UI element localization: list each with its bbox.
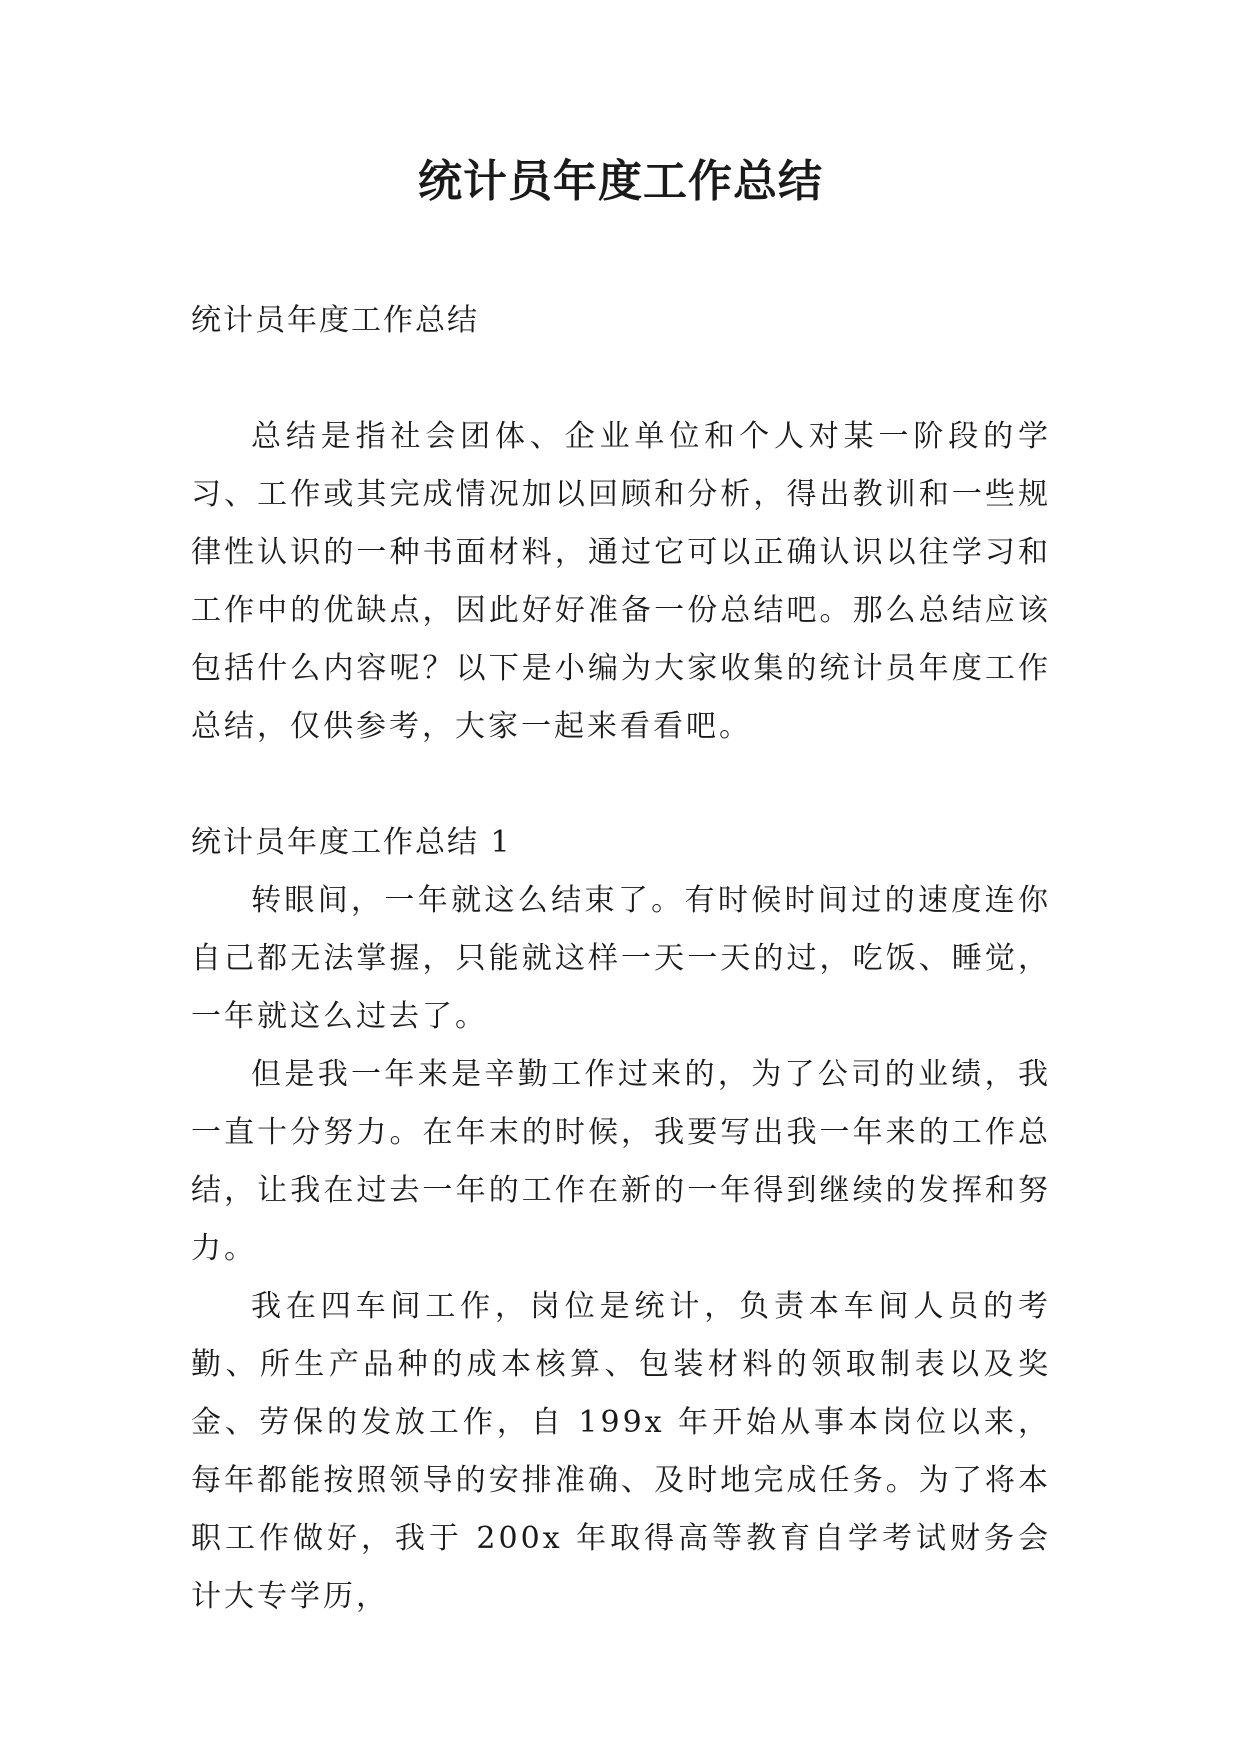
body-paragraph: 但是我一年来是辛勤工作过来的，为了公司的业绩，我一直十分努力。在年末的时候，我要写出我一年来的工作总结，让我在过去一年的工作在新的一年得到继续的发挥和努力。 [191,1057,1051,1266]
section-heading: 统计员年度工作总结 1 [191,825,512,860]
body-paragraph: 转眼间，一年就这么结束了。有时候时间过的速度连你自己都无法掌握，只能就这样一天一天的过，吃饭、睡觉，一年就这么过去了。 [191,883,1051,1034]
document-subtitle: 统计员年度工作总结 [191,303,479,338]
document-title: 统计员年度工作总结 [418,156,823,207]
spacer [191,756,1051,814]
body-paragraph: 我在四车间工作，岗位是统计，负责本车间人员的考勤、所生产品种的成本核算、包装材料的领取制表以及奖金、劳保的发放工作，自 199x 年开始从事本岗位以来，每年都能按照领导的安排准确、及时地完成任务。为了将本职工作做好，我于 200x 年取得高等教育自学考试财务会计大专学历， [191,1289,1051,1614]
intro-paragraph: 总结是指社会团体、企业单位和个人对某一阶段的学习、工作或其完成情况加以回顾和分析，得出教训和一些规律性认识的一种书面材料，通过它可以正确认识以往学习和工作中的优缺点，因此好好准备一份总结吧。那么总结应该包括什么内容呢？以下是小编为大家收集的统计员年度工作总结，仅供参考，大家一起来看看吧。 [191,419,1051,744]
document-body [191,292,1051,1626]
spacer [191,350,1051,408]
